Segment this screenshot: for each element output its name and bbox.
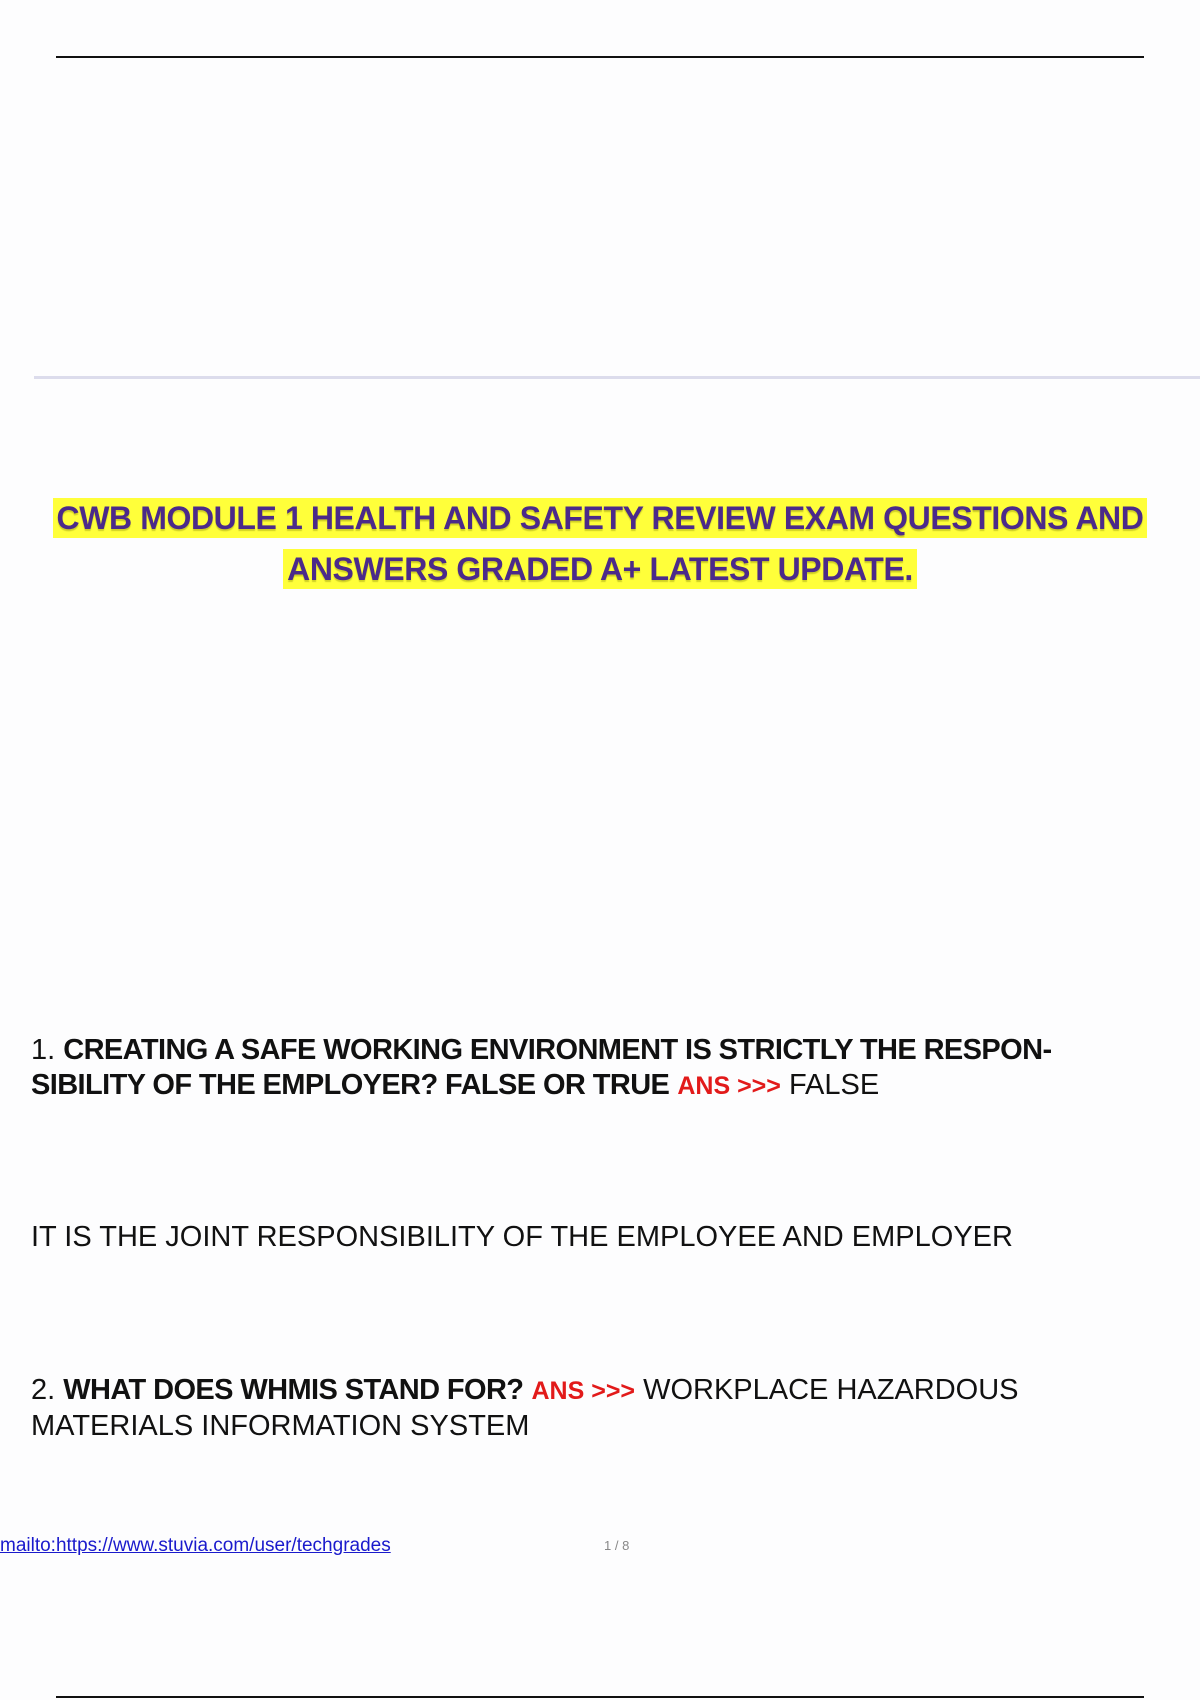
question-text-line-1: CREATING A SAFE WORKING ENVIRONMENT IS STRICTLY THE RESPON- [63, 1034, 1052, 1066]
question-number: 1. [31, 1034, 56, 1066]
answer-explanation: IT IS THE JOINT RESPONSIBILITY OF THE EMPLOYEE AND EMPLOYER [31, 1221, 1013, 1253]
question-number: 2. [31, 1374, 56, 1406]
document-title [20, 493, 1180, 595]
answer-marker: ANS >>> [531, 1377, 636, 1405]
title-line-1: CWB MODULE 1 HEALTH AND SAFETY REVIEW EXAM QUESTIONS AND [53, 498, 1148, 538]
question-text: WHAT DOES WHMIS STAND FOR? [63, 1374, 524, 1406]
answer-marker: ANS >>> [677, 1072, 781, 1100]
answer-text: FALSE [788, 1069, 880, 1101]
question-1 [31, 1033, 1191, 1104]
title-line-2: ANSWERS GRADED A+ LATEST UPDATE. [283, 549, 917, 589]
header-divider [34, 376, 1200, 379]
page-indicator: 1 / 8 [604, 1538, 630, 1553]
question-text-line-2: SIBILITY OF THE EMPLOYER? FALSE OR TRUE [31, 1069, 670, 1101]
answer-text-line-2: MATERIALS INFORMATION SYSTEM [31, 1410, 530, 1442]
top-divider [56, 56, 1144, 58]
footer-link[interactable]: mailto:https://www.stuvia.com/user/techgrades [0, 1535, 391, 1556]
question-2 [31, 1373, 1191, 1444]
answer-text-line-1: WORKPLACE HAZARDOUS [643, 1374, 1019, 1406]
bottom-divider [56, 1696, 1144, 1698]
